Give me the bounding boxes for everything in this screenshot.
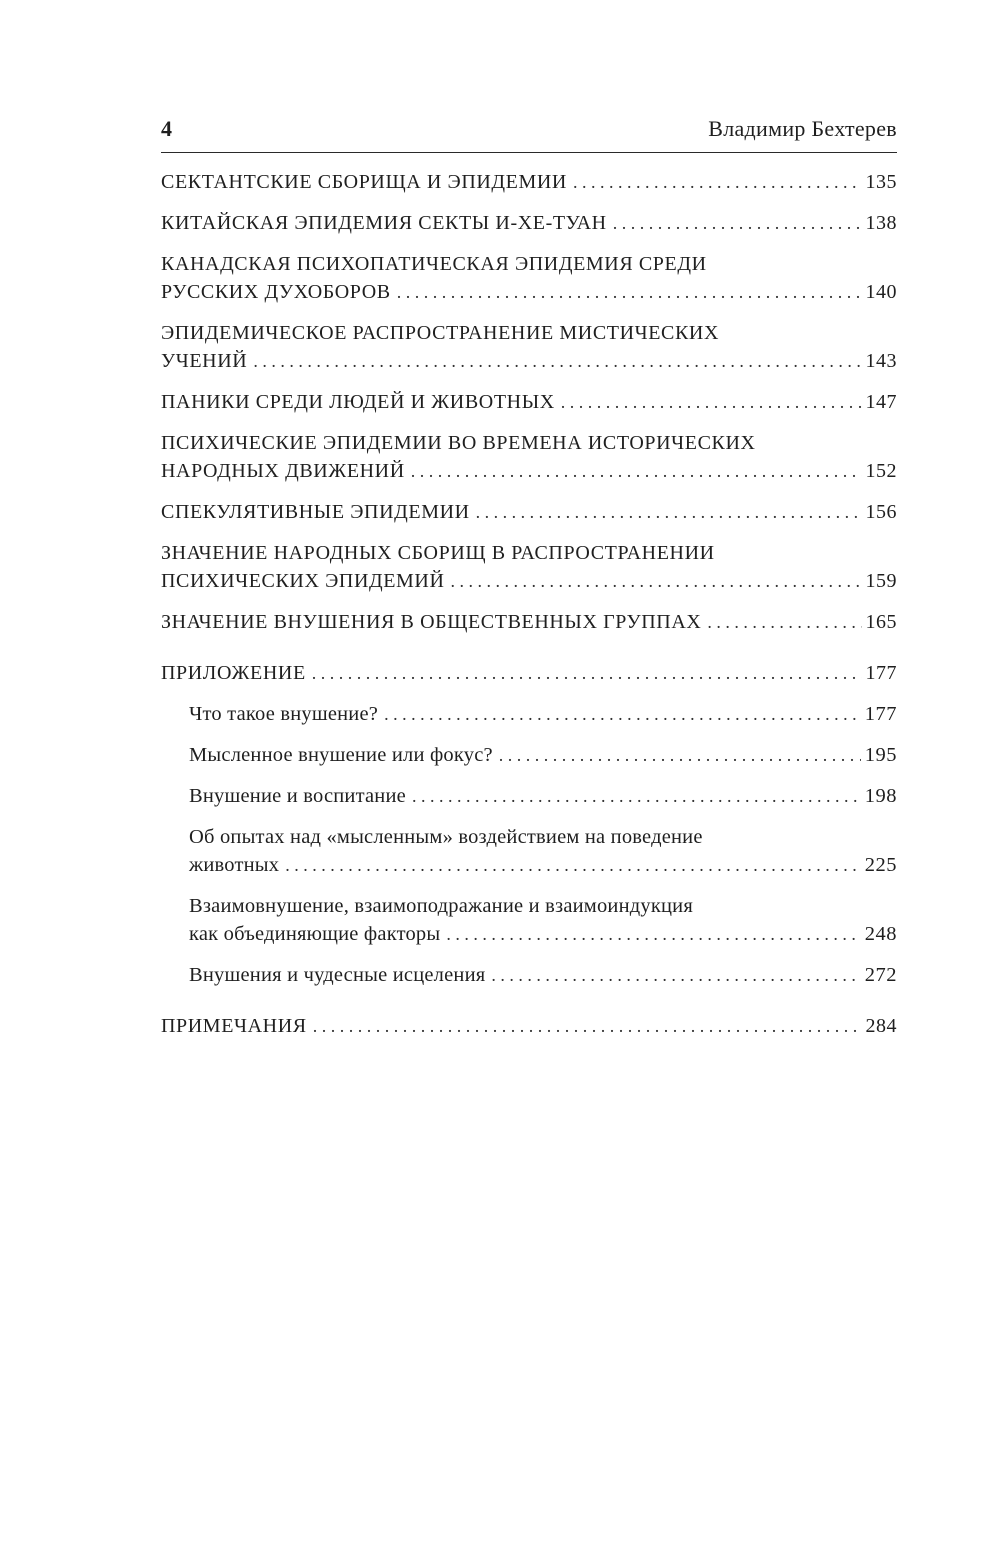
toc-entry bbox=[161, 250, 897, 306]
dot-leader bbox=[253, 347, 861, 375]
dot-leader bbox=[313, 1012, 862, 1040]
toc-entry bbox=[161, 659, 897, 687]
toc-entry-page: 152 bbox=[865, 460, 897, 482]
toc-subentry bbox=[189, 823, 897, 879]
toc-entry-page: 156 bbox=[865, 501, 897, 523]
toc-entry bbox=[161, 498, 897, 526]
toc-entry-page: 248 bbox=[864, 923, 897, 945]
dot-leader bbox=[476, 498, 862, 526]
toc-entry-title: ПСИХИЧЕСКИХ ЭПИДЕМИЙ bbox=[161, 570, 445, 592]
dot-leader bbox=[412, 782, 861, 810]
toc-entry-title: как объединяющие факторы bbox=[189, 923, 441, 945]
toc-entry-page: 177 bbox=[865, 662, 897, 684]
toc-entry-title: КИТАЙСКАЯ ЭПИДЕМИЯ СЕКТЫ И-ХЕ-ТУАН bbox=[161, 212, 607, 234]
dot-leader bbox=[561, 388, 862, 416]
toc-entry-page: 284 bbox=[865, 1015, 897, 1037]
toc-entry-page: 143 bbox=[865, 350, 897, 372]
running-title: Владимир Бехтерев bbox=[708, 116, 897, 141]
toc-entry-title: животных bbox=[189, 854, 280, 876]
toc-entry bbox=[161, 319, 897, 375]
toc-entry-page: 147 bbox=[865, 391, 897, 413]
dot-leader bbox=[397, 278, 862, 306]
dot-leader bbox=[573, 168, 862, 196]
toc-entry-title: Что такое внушение? bbox=[189, 703, 379, 725]
toc-entry-title: Внушение и воспитание bbox=[189, 785, 406, 807]
toc-entry-page: 195 bbox=[864, 744, 897, 766]
toc-entry-page: 140 bbox=[865, 281, 897, 303]
toc-subentry bbox=[189, 741, 897, 769]
toc-entry-page: 225 bbox=[864, 854, 897, 876]
toc-entry bbox=[161, 539, 897, 595]
toc-entry bbox=[161, 608, 897, 636]
toc-entry-title-line: ЗНАЧЕНИЕ НАРОДНЫХ СБОРИЩ В РАСПРОСТРАНЕНИИ bbox=[161, 542, 715, 564]
toc-entry-title: Внушения и чудесные исцеления bbox=[189, 964, 486, 986]
toc-entry bbox=[161, 209, 897, 237]
toc-entry-title-line: КАНАДСКАЯ ПСИХОПАТИЧЕСКАЯ ЭПИДЕМИЯ СРЕДИ bbox=[161, 253, 707, 275]
dot-leader bbox=[312, 659, 862, 687]
toc-entry-title: СЕКТАНТСКИЕ СБОРИЩА И ЭПИДЕМИИ bbox=[161, 171, 567, 193]
toc-entry-page: 198 bbox=[864, 785, 897, 807]
dot-leader bbox=[411, 457, 862, 485]
toc-entry-title-line: ПСИХИЧЕСКИЕ ЭПИДЕМИИ ВО ВРЕМЕНА ИСТОРИЧЕСКИХ bbox=[161, 432, 756, 454]
toc-subentry bbox=[189, 782, 897, 810]
dot-leader bbox=[707, 608, 861, 636]
page-number: 4 bbox=[161, 116, 172, 141]
dot-leader bbox=[285, 851, 861, 879]
toc-subentry bbox=[189, 700, 897, 728]
toc-entry-page: 138 bbox=[865, 212, 897, 234]
dot-leader bbox=[451, 567, 862, 595]
toc-subentry bbox=[189, 892, 897, 948]
toc-entry-page: 165 bbox=[865, 611, 897, 633]
toc-entry-page: 159 bbox=[865, 570, 897, 592]
dot-leader bbox=[499, 741, 861, 769]
page-header bbox=[161, 112, 897, 153]
toc-entry bbox=[161, 1012, 897, 1040]
toc-entry-page: 135 bbox=[865, 171, 897, 193]
toc-entry-title-line: ЭПИДЕМИЧЕСКОЕ РАСПРОСТРАНЕНИЕ МИСТИЧЕСКИХ bbox=[161, 322, 720, 344]
toc-entry bbox=[161, 168, 897, 196]
toc-entry-title: ЗНАЧЕНИЕ ВНУШЕНИЯ В ОБЩЕСТВЕННЫХ ГРУППАХ bbox=[161, 611, 702, 633]
toc-entry-title: НАРОДНЫХ ДВИЖЕНИЙ bbox=[161, 460, 405, 482]
toc-entry-page: 272 bbox=[864, 964, 897, 986]
toc-entry-title: УЧЕНИЙ bbox=[161, 350, 248, 372]
toc-entry-title: СПЕКУЛЯТИВНЫЕ ЭПИДЕМИИ bbox=[161, 501, 470, 523]
dot-leader bbox=[446, 920, 860, 948]
toc-entry-title: ПРИЛОЖЕНИЕ bbox=[161, 662, 306, 684]
dot-leader bbox=[384, 700, 861, 728]
toc-entry-title: РУССКИХ ДУХОБОРОВ bbox=[161, 281, 391, 303]
table-of-contents bbox=[161, 168, 897, 1040]
toc-entry-title: ПАНИКИ СРЕДИ ЛЮДЕЙ И ЖИВОТНЫХ bbox=[161, 391, 555, 413]
toc-entry-title: Мысленное внушение или фокус? bbox=[189, 744, 493, 766]
toc-entry-title-line: Взаимовнушение, взаимоподражание и взаимоиндукция bbox=[189, 895, 693, 917]
toc-entry-title: ПРИМЕЧАНИЯ bbox=[161, 1015, 307, 1037]
dot-leader bbox=[613, 209, 862, 237]
toc-entry bbox=[161, 388, 897, 416]
dot-leader bbox=[491, 961, 860, 989]
toc-entry-title-line: Об опытах над «мысленным» воздействием на поведение bbox=[189, 826, 703, 848]
toc-subentry bbox=[189, 961, 897, 989]
toc-entry bbox=[161, 429, 897, 485]
toc-entry-page: 177 bbox=[864, 703, 897, 725]
